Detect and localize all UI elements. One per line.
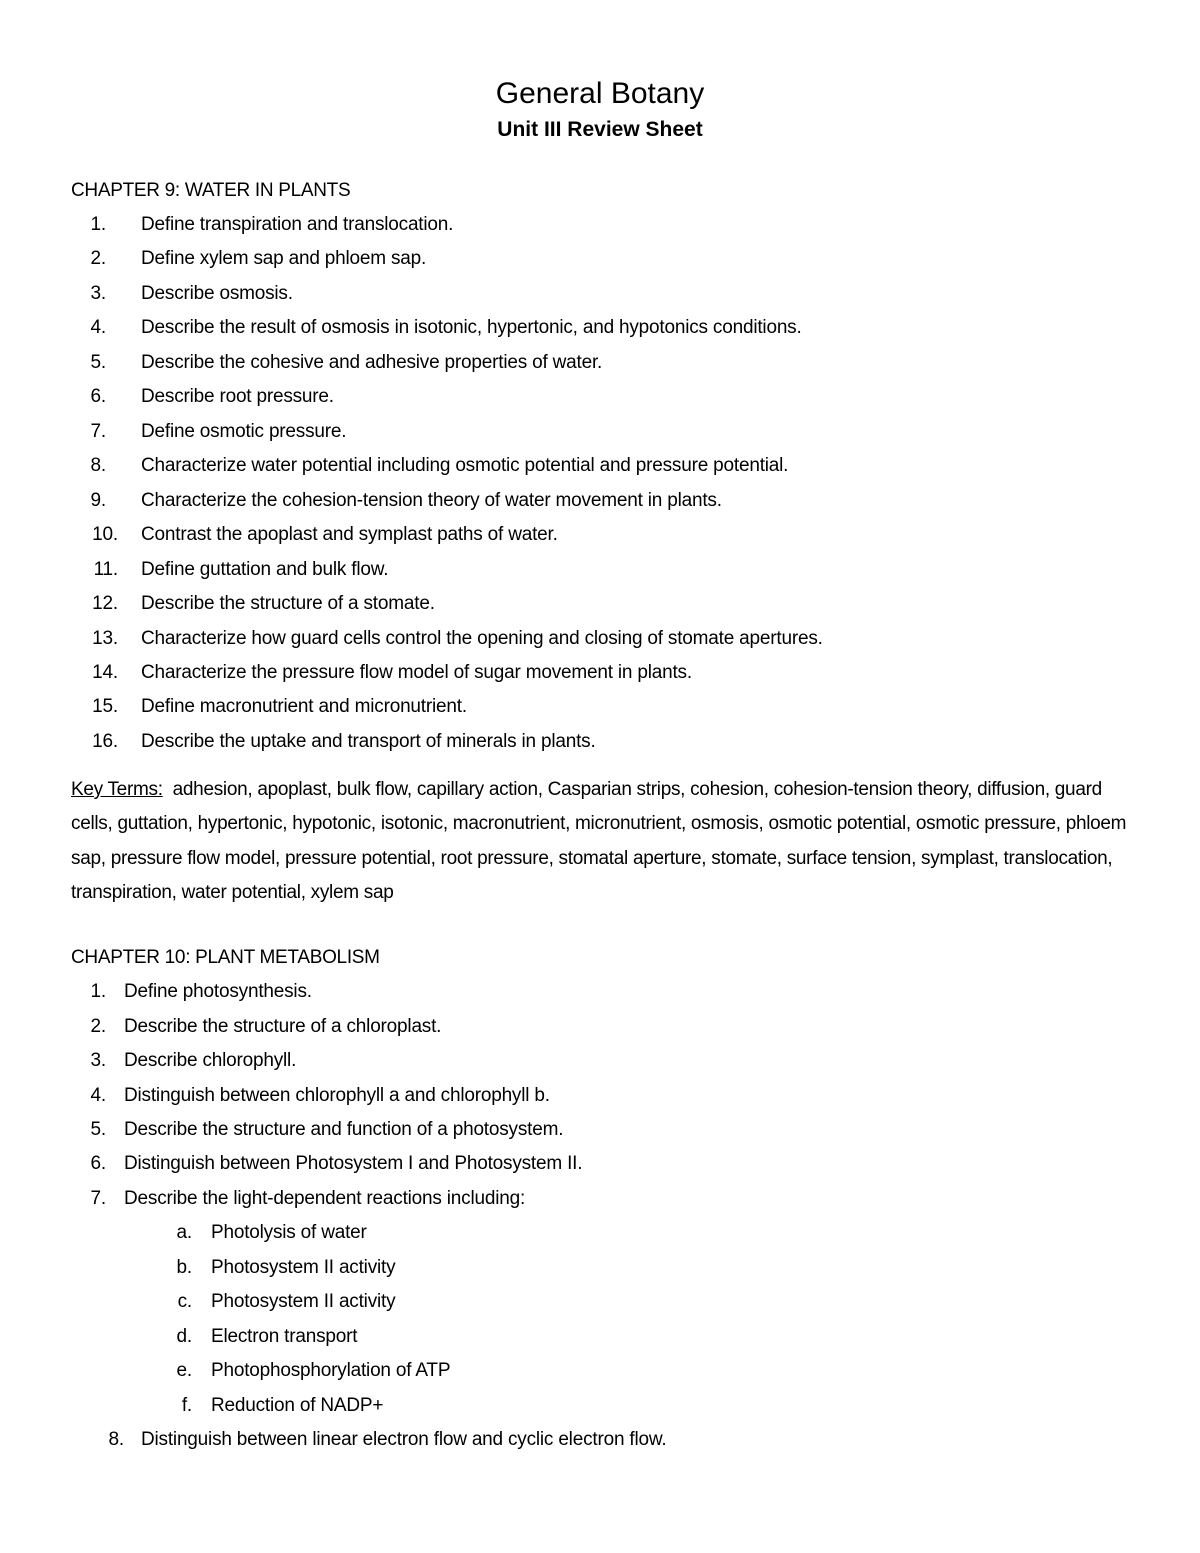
item-letter: d. xyxy=(176,1326,192,1347)
item-text: Characterize the cohesion-tension theory of water movement in plants. xyxy=(141,490,722,511)
key-terms-label: Key Terms: xyxy=(71,779,163,800)
item-number: 3. xyxy=(90,283,106,304)
key-terms-paragraph xyxy=(71,773,1141,910)
item-number: 4. xyxy=(90,317,106,338)
item-text: Define xylem sap and phloem sap. xyxy=(141,248,427,269)
item-text: Describe the structure of a chloroplast. xyxy=(124,1016,442,1037)
item-text: Distinguish between chlorophyll a and chlorophyll b. xyxy=(124,1085,550,1106)
item-number: 5. xyxy=(90,352,106,373)
item-text: Characterize the pressure flow model of sugar movement in plants. xyxy=(141,662,692,683)
item-text: Describe the structure of a stomate. xyxy=(141,593,435,614)
item-text: Describe the light-dependent reactions including: xyxy=(124,1188,526,1209)
item-number: 6. xyxy=(90,386,106,407)
item-text: Define transpiration and translocation. xyxy=(141,214,454,235)
item-number: 2. xyxy=(90,1016,106,1037)
item-text: Photophosphorylation of ATP xyxy=(211,1360,451,1381)
item-text: Characterize water potential including osmotic potential and pressure potential. xyxy=(141,455,789,476)
item-text: Characterize how guard cells control the opening and closing of stomate apertures. xyxy=(141,628,823,649)
chapter-10-heading: CHAPTER 10: PLANT METABOLISM xyxy=(71,947,380,968)
item-text: Photolysis of water xyxy=(211,1222,367,1243)
item-text: Describe the uptake and transport of minerals in plants. xyxy=(141,731,596,752)
item-text: Contrast the apoplast and symplast paths of water. xyxy=(141,524,558,545)
item-text: Reduction of NADP+ xyxy=(211,1395,384,1416)
item-number: 1. xyxy=(90,981,106,1002)
item-text: Describe the structure and function of a photosystem. xyxy=(124,1119,564,1140)
item-number: 8. xyxy=(108,1429,124,1450)
item-number: 15. xyxy=(92,696,118,717)
item-letter: a. xyxy=(176,1222,192,1243)
item-text: Describe root pressure. xyxy=(141,386,334,407)
item-letter: c. xyxy=(177,1291,192,1312)
item-text: Define guttation and bulk flow. xyxy=(141,559,389,580)
item-number: 5. xyxy=(90,1119,106,1140)
document-subtitle: Unit III Review Sheet xyxy=(497,118,703,141)
document-title: General Botany xyxy=(495,77,705,110)
item-text: Describe chlorophyll. xyxy=(124,1050,297,1071)
item-text: Photosystem II activity xyxy=(211,1291,396,1312)
item-text: Distinguish between linear electron flow and cyclic electron flow. xyxy=(141,1429,667,1450)
item-text: Photosystem II activity xyxy=(211,1257,396,1278)
item-number: 6. xyxy=(90,1153,106,1174)
item-text: Describe the result of osmosis in isotonic, hypertonic, and hypotonics conditions. xyxy=(141,317,802,338)
item-text: Define photosynthesis. xyxy=(124,981,312,1002)
item-number: 4. xyxy=(90,1085,106,1106)
item-number: 13. xyxy=(92,628,118,649)
item-letter: b. xyxy=(176,1257,192,1278)
item-text: Describe the cohesive and adhesive properties of water. xyxy=(141,352,603,373)
item-number: 7. xyxy=(90,1188,106,1209)
item-letter: f. xyxy=(181,1395,192,1416)
item-text: Electron transport xyxy=(211,1326,358,1347)
item-text: Distinguish between Photosystem I and Photosystem II. xyxy=(124,1153,583,1174)
item-text: Define osmotic pressure. xyxy=(141,421,347,442)
item-number: 16. xyxy=(92,731,118,752)
item-text: Define macronutrient and micronutrient. xyxy=(141,696,467,717)
item-number: 12. xyxy=(92,593,118,614)
key-terms-list: adhesion, apoplast, bulk flow, capillary action, Casparian strips, cohesion, cohesion-tension theory, diffusion, guard cells, guttation, hypertonic, hypotonic, isotonic, macronutrient, micronutrient, osmosis, osmotic potential, osmotic pressure, phloem sap, pressure flow model, pressure potential, root pressure, stomatal aperture, stomate, surface tension, symplast, translocation, transpiration, water potential, xylem sap xyxy=(71,779,1132,903)
chapter-9-heading: CHAPTER 9: WATER IN PLANTS xyxy=(71,180,351,201)
item-number: 8. xyxy=(90,455,106,476)
item-number: 9. xyxy=(90,490,106,511)
item-number: 7. xyxy=(90,421,106,442)
item-text: Describe osmosis. xyxy=(141,283,293,304)
item-letter: e. xyxy=(176,1360,192,1381)
item-number: 2. xyxy=(90,248,106,269)
item-number: 3. xyxy=(90,1050,106,1071)
item-number: 11. xyxy=(93,559,118,580)
item-number: 10. xyxy=(92,524,118,545)
item-number: 1. xyxy=(90,214,106,235)
item-number: 14. xyxy=(92,662,118,683)
